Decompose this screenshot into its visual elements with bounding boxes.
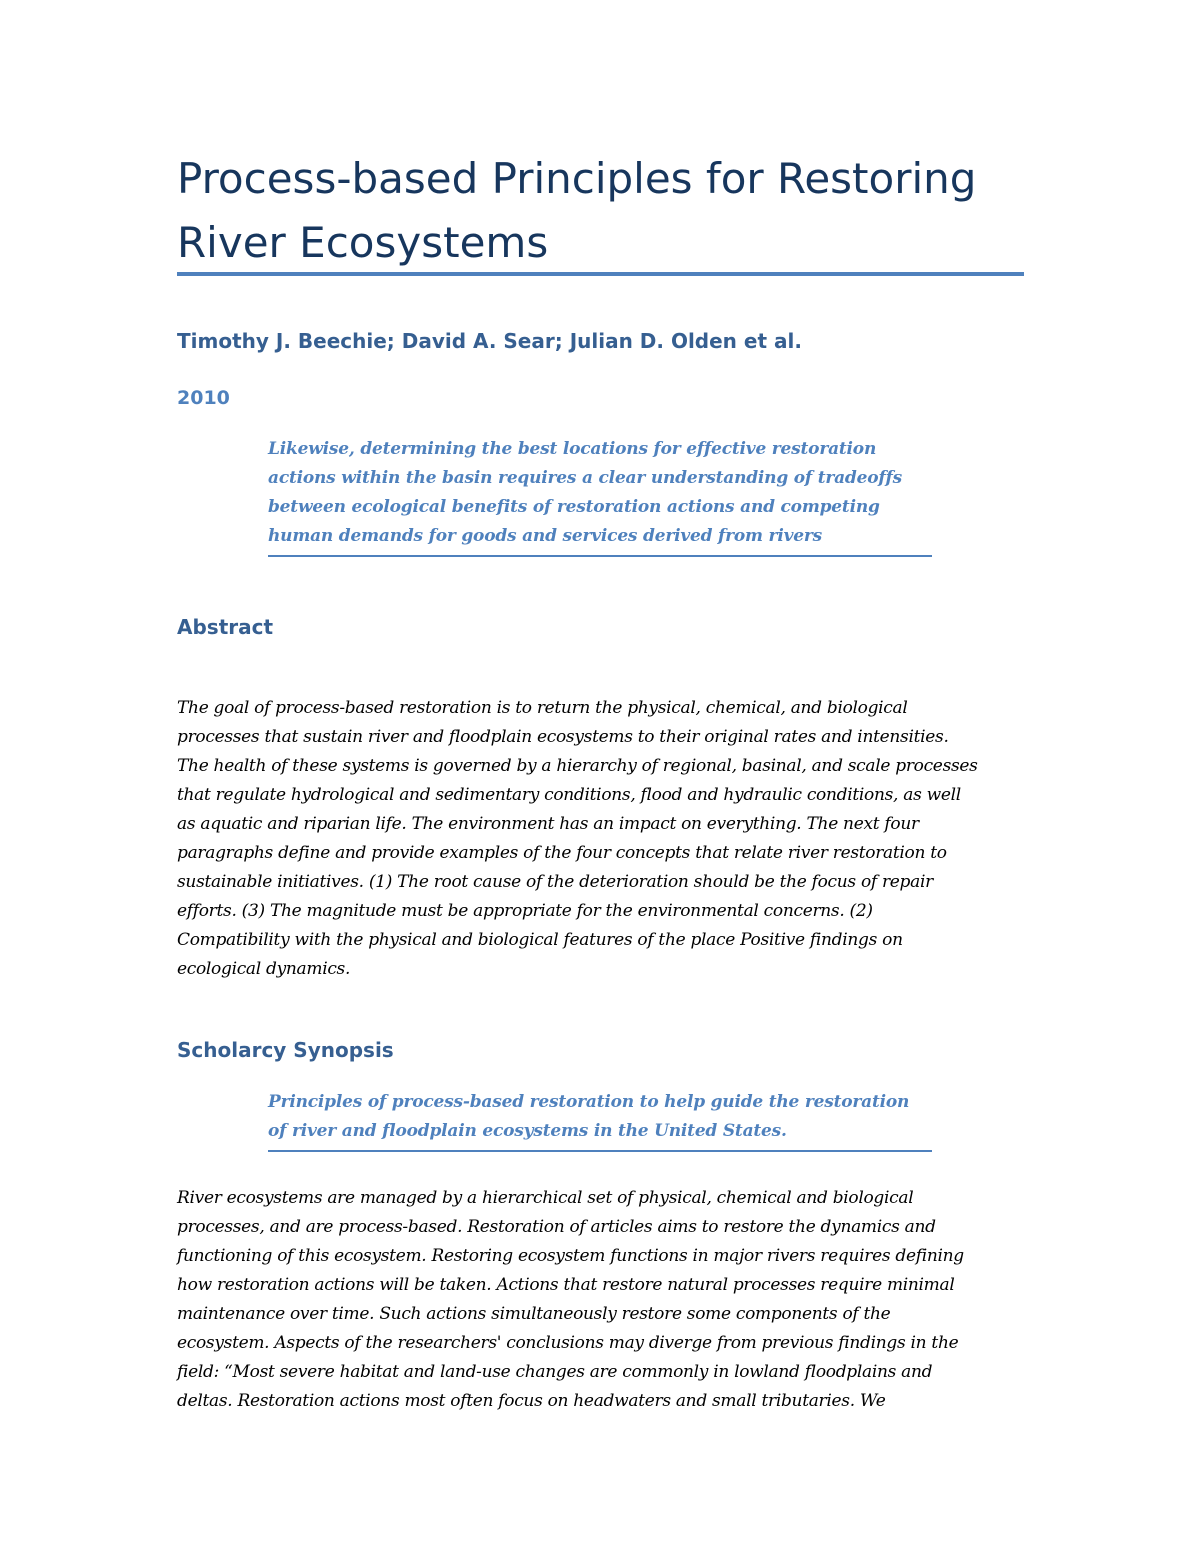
synopsis-quote-line: Principles of process-based restoration to help guide the restoration (268, 1092, 910, 1112)
abstract-line: Compatibility with the physical and biological features of the place Positive findings on (177, 930, 903, 950)
abstract-line: efforts. (3) The magnitude must be appropriate for the environmental concerns. (2) (177, 901, 873, 921)
abstract-line: The health of these systems is governed by a hierarchy of regional, basinal, and scale processes (177, 756, 978, 776)
title-line-2: River Ecosystems (177, 218, 549, 267)
synopsis-line: functioning of this ecosystem. Restoring ecosystem functions in major rivers requires defining (177, 1246, 964, 1266)
abstract-line: ecological dynamics. (177, 959, 351, 979)
pull-quote-line: human demands for goods and services derived from rivers (268, 526, 822, 546)
abstract-line: processes that sustain river and floodplain ecosystems to their original rates and intensities. (177, 727, 949, 747)
synopsis-quote-divider (268, 1150, 932, 1152)
synopsis-quote (268, 1088, 932, 1146)
publication-year: 2010 (177, 387, 230, 409)
abstract-line: that regulate hydrological and sedimentary conditions, flood and hydraulic conditions, as well (177, 785, 961, 805)
synopsis-line: ecosystem. Aspects of the researchers' conclusions may diverge from previous findings in the (177, 1333, 959, 1353)
synopsis-line: processes, and are process-based. Restoration of articles aims to restore the dynamics and (177, 1217, 936, 1237)
authors-line: Timothy J. Beechie; David A. Sear; Julian D. Olden et al. (177, 329, 802, 353)
abstract-line: paragraphs define and provide examples of the four concepts that relate river restoration to (177, 843, 947, 863)
pull-quote-line: between ecological benefits of restoration actions and competing (268, 497, 880, 517)
synopsis-body (177, 1184, 1027, 1416)
title-line-1: Process-based Principles for Restoring (177, 154, 977, 203)
synopsis-heading: Scholarcy Synopsis (177, 1038, 394, 1062)
synopsis-quote-line: of river and floodplain ecosystems in the United States. (268, 1121, 787, 1141)
pull-quote-divider (268, 555, 932, 557)
synopsis-line: deltas. Restoration actions most often focus on headwaters and small tributaries. We (177, 1391, 886, 1411)
abstract-line: as aquatic and riparian life. The environment has an impact on everything. The next four (177, 814, 919, 834)
document-title (177, 147, 1027, 275)
title-underline (177, 272, 1024, 276)
synopsis-line: how restoration actions will be taken. Actions that restore natural processes require minimal (177, 1275, 955, 1295)
abstract-heading: Abstract (177, 615, 274, 639)
synopsis-line: maintenance over time. Such actions simultaneously restore some components of the (177, 1304, 891, 1324)
pull-quote-line: Likewise, determining the best locations for effective restoration (268, 439, 877, 459)
synopsis-line: field: “Most severe habitat and land-use changes are commonly in lowland floodplains and (177, 1362, 933, 1382)
abstract-line: sustainable initiatives. (1) The root cause of the deterioration should be the focus of repair (177, 872, 933, 892)
pull-quote-line: actions within the basin requires a clear understanding of tradeoffs (268, 468, 902, 488)
synopsis-line: River ecosystems are managed by a hierarchical set of physical, chemical and biological (177, 1188, 914, 1208)
abstract-line: The goal of process-based restoration is to return the physical, chemical, and biological (177, 698, 908, 718)
abstract-body (177, 694, 1027, 984)
pull-quote (268, 435, 932, 551)
